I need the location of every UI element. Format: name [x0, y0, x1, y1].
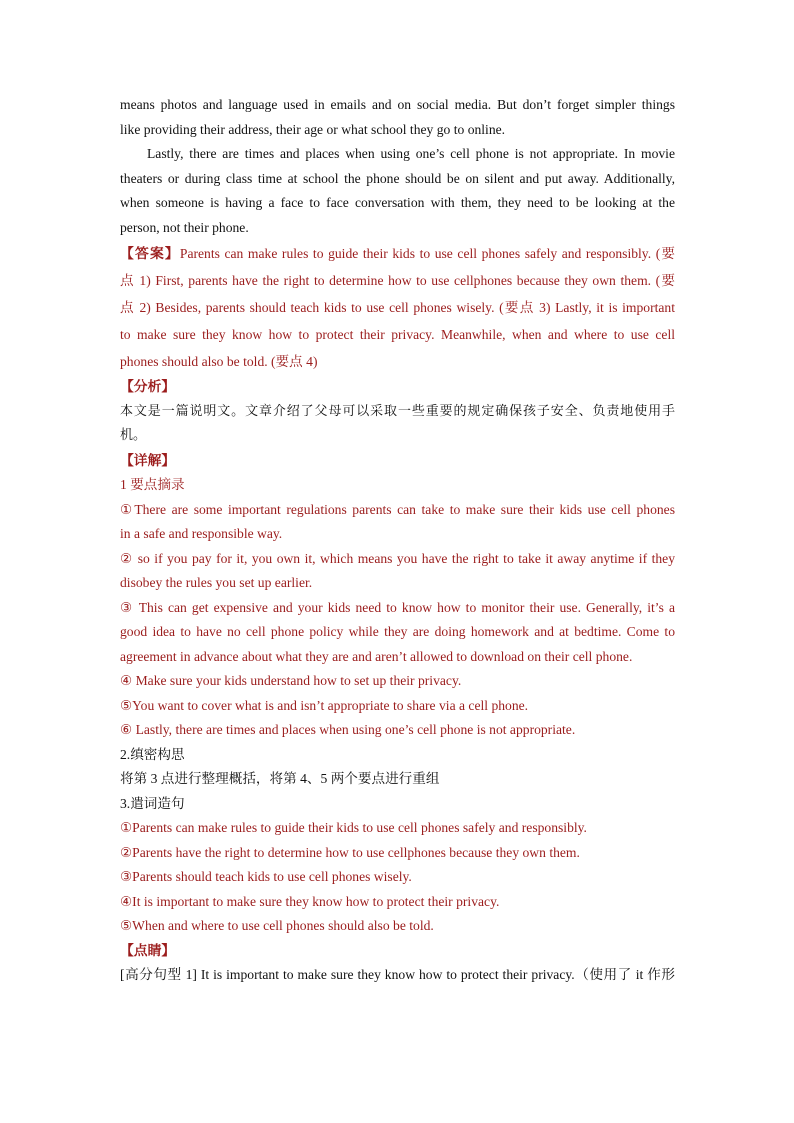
point-line: ④ Make sure your kids understand how to set up their privacy. [120, 673, 462, 688]
point-line: ② so if you pay for it, you own it, which means you have the right to take it away anytime if they [120, 550, 675, 566]
sentence-line: ③Parents should teach kids to use cell phones wisely. [120, 869, 412, 884]
sentence-line: ①Parents can make rules to guide their kids to use cell phones safely and responsibly. [120, 820, 587, 835]
sentence-line: ②Parents have the right to determine how to use cellphones because they own them. [120, 844, 580, 860]
analysis-label: 【分析】 [120, 379, 176, 394]
point-line: ⑤You want to cover what is and isn’t appropriate to share via a cell phone. [120, 697, 529, 713]
passage-line: means photos and language used in emails and on social media. But don’t forget simpler things [120, 97, 675, 112]
analysis-section [120, 375, 675, 449]
detail-section [120, 449, 675, 939]
highlight-label: 【点睛】 [120, 942, 176, 958]
answer-line [120, 240, 675, 267]
answer-text: Parents can make rules to guide their kids to use cell phones safely and responsibly. (要 [179, 246, 675, 261]
section-title: 1 要点摘录 [120, 477, 185, 492]
answer-line: 点 1) First, parents have the right to determine how to use cellphones because they own them. (要 [120, 273, 675, 288]
point-line: ⑥ Lastly, there are times and places when using one’s cell phone is not appropriate. [120, 722, 576, 737]
section-text: 将第 3 点进行整理概括，将第 4、5 两个要点进行重组 [120, 771, 440, 786]
point-line: ③ This can get expensive and your kids need to know how to monitor their use. Generally, it’s a [120, 599, 675, 615]
answer-line: 点 2) Besides, parents should teach kids to use cell phones wisely. (要点 3) Lastly, it is important [120, 300, 675, 315]
answer-label: 【答案】 [120, 246, 180, 261]
passage-line: when someone is having a face to face conversation with them, they need to be looking at the [120, 195, 675, 210]
passage-line: theaters or during class time at school the phone should be on silent and put away. Additionally, [120, 170, 675, 186]
passage-line: like providing their address, their age or what school they go to online. [120, 121, 506, 137]
passage [120, 93, 675, 240]
point-line: in a safe and responsible way. [120, 526, 283, 541]
point-line: ①There are some important regulations parents can take to make sure their kids use cell phones [120, 501, 675, 517]
analysis-line: 机。 [120, 428, 147, 443]
analysis-line: 本文是一篇说明文。文章介绍了父母可以采取一些重要的规定确保孩子安全、负责地使用手 [120, 403, 675, 419]
section-title: 2.缜密构思 [120, 746, 185, 762]
detail-label: 【详解】 [120, 452, 176, 468]
sentence-line: ④It is important to make sure they know how to protect their privacy. [120, 893, 500, 909]
highlight-line: [高分句型 1] It is important to make sure they know how to protect their privacy.（使用了 it 作形 [120, 967, 675, 982]
answer-line: phones should also be told. (要点 4) [120, 354, 318, 369]
document-page [120, 93, 675, 988]
answer-section [120, 240, 675, 375]
point-line: good idea to have no cell phone policy while they are doing homework and at bedtime. Come to [120, 624, 675, 639]
sentence-line: ⑤When and where to use cell phones should also be told. [120, 918, 434, 933]
section-title: 3.遣词造句 [120, 795, 185, 811]
passage-line: Lastly, there are times and places when using one’s cell phone is not appropriate. In movie [147, 146, 675, 161]
point-line: disobey the rules you set up earlier. [120, 575, 313, 590]
highlight-section [120, 939, 675, 988]
passage-line: person, not their phone. [120, 219, 249, 235]
answer-line: to make sure they know how to protect their privacy. Meanwhile, when and where to use cell [120, 327, 675, 342]
point-line: agreement in advance about what they are and aren’t allowed to download on their cell phone. [120, 648, 633, 664]
